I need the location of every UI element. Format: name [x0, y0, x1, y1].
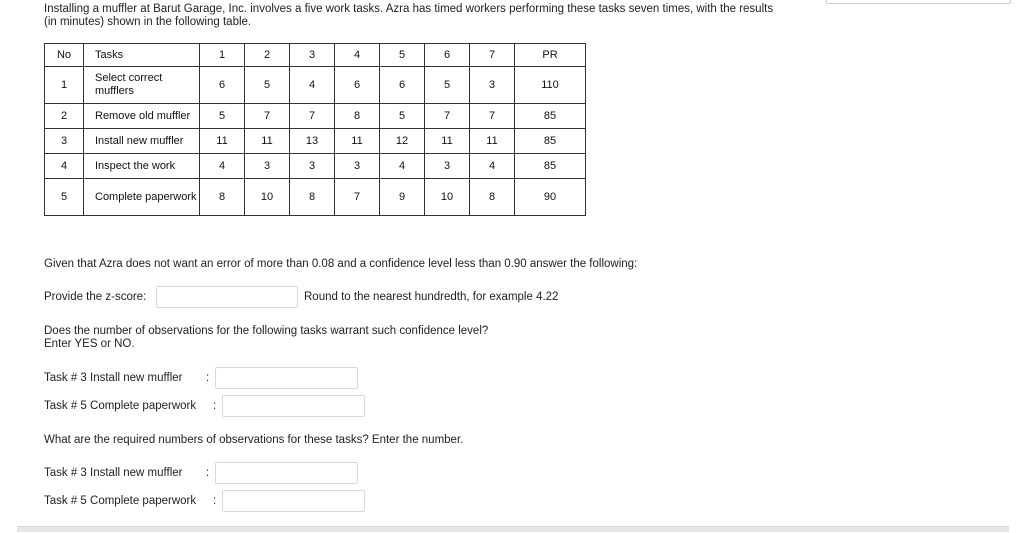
table-row: [45, 104, 586, 129]
warrant-task3-label: Task # 3 Install new muffler: [44, 372, 183, 384]
row-value: 8: [470, 179, 515, 216]
warrant-task5-label: Task # 5 Complete paperwork: [44, 400, 197, 412]
row-pr: 85: [515, 154, 586, 179]
row-pr: 110: [515, 67, 586, 104]
header-pr: PR: [515, 44, 586, 67]
row-task: Complete paperwork: [84, 179, 200, 216]
row-value: 12: [380, 129, 425, 154]
required-task5-colon: :: [213, 495, 217, 507]
given-statement: Given that Azra does not want an error of more than 0.08 and a confidence level less than 0.90 answer the following:: [44, 258, 638, 270]
table-row: [45, 179, 586, 216]
row-value: 5: [380, 104, 425, 129]
required-task3-input[interactable]: [215, 462, 358, 484]
table-row: [45, 129, 586, 154]
row-value: 4: [290, 67, 335, 104]
required-task3-colon: :: [206, 467, 210, 479]
row-no: 5: [45, 179, 84, 216]
row-value: 4: [380, 154, 425, 179]
warrant-task5-colon: :: [213, 400, 217, 412]
row-task: Select correct mufflers: [84, 67, 200, 104]
row-value: 10: [425, 179, 470, 216]
warrant-task3-colon: :: [206, 372, 210, 384]
task-times-table: [44, 43, 586, 216]
row-no: 3: [45, 129, 84, 154]
row-value: 7: [245, 104, 290, 129]
zscore-input[interactable]: [156, 286, 298, 308]
row-value: 11: [470, 129, 515, 154]
row-value: 8: [200, 179, 245, 216]
row-pr: 90: [515, 179, 586, 216]
row-task: Inspect the work: [84, 154, 200, 179]
row-no: 4: [45, 154, 84, 179]
row-value: 6: [335, 67, 380, 104]
row-value: 6: [380, 67, 425, 104]
warrant-question: [44, 325, 488, 351]
row-value: 6: [200, 67, 245, 104]
table-row: [45, 154, 586, 179]
header-obs-2: 2: [245, 44, 290, 67]
row-value: 3: [425, 154, 470, 179]
row-value: 8: [290, 179, 335, 216]
row-value: 11: [425, 129, 470, 154]
required-question: What are the required numbers of observations for these tasks? Enter the number.: [44, 434, 464, 446]
row-value: 11: [245, 129, 290, 154]
row-value: 3: [245, 154, 290, 179]
row-value: 7: [470, 104, 515, 129]
table-row: [45, 67, 586, 104]
header-obs-6: 6: [425, 44, 470, 67]
row-pr: 85: [515, 129, 586, 154]
row-value: 5: [425, 67, 470, 104]
row-value: 7: [290, 104, 335, 129]
row-value: 7: [335, 179, 380, 216]
row-no: 1: [45, 67, 84, 104]
row-value: 3: [290, 154, 335, 179]
header-tasks: Tasks: [84, 44, 200, 67]
row-value: 7: [425, 104, 470, 129]
bottom-scrollbar[interactable]: [17, 526, 1009, 532]
row-value: 10: [245, 179, 290, 216]
warrant-question-line1: Does the number of observations for the following tasks warrant such confidence level?: [44, 325, 489, 337]
row-value: 13: [290, 129, 335, 154]
required-task5-input[interactable]: [222, 490, 365, 512]
table-header-row: [45, 44, 586, 67]
header-no: No: [45, 44, 84, 67]
warrant-task5-input[interactable]: [222, 395, 365, 417]
header-obs-3: 3: [290, 44, 335, 67]
header-obs-7: 7: [470, 44, 515, 67]
row-pr: 85: [515, 104, 586, 129]
row-value: 3: [335, 154, 380, 179]
row-task: Remove old muffler: [84, 104, 200, 129]
header-obs-1: 1: [200, 44, 245, 67]
row-value: 5: [245, 67, 290, 104]
required-task3-label: Task # 3 Install new muffler: [44, 467, 183, 479]
header-obs-4: 4: [335, 44, 380, 67]
row-value: 8: [335, 104, 380, 129]
row-value: 5: [200, 104, 245, 129]
row-task: Install new muffler: [84, 129, 200, 154]
row-value: 11: [200, 129, 245, 154]
row-value: 4: [470, 154, 515, 179]
warrant-task3-input[interactable]: [215, 367, 358, 389]
row-no: 2: [45, 104, 84, 129]
row-value: 9: [380, 179, 425, 216]
row-value: 3: [470, 67, 515, 104]
problem-intro: Installing a muffler at Barut Garage, Inc. involves a five work tasks. Azra has timed workers performing these tasks seven times, with the results (in minutes) shown in the following table.: [44, 3, 774, 28]
top-right-frame: [826, 0, 1011, 4]
zscore-hint: Round to the nearest hundredth, for example 4.22: [304, 291, 559, 303]
row-value: 11: [335, 129, 380, 154]
warrant-question-line2: Enter YES or NO.: [44, 338, 135, 350]
header-obs-5: 5: [380, 44, 425, 67]
row-value: 4: [200, 154, 245, 179]
zscore-label: Provide the z-score:: [44, 291, 147, 303]
required-task5-label: Task # 5 Complete paperwork: [44, 495, 197, 507]
